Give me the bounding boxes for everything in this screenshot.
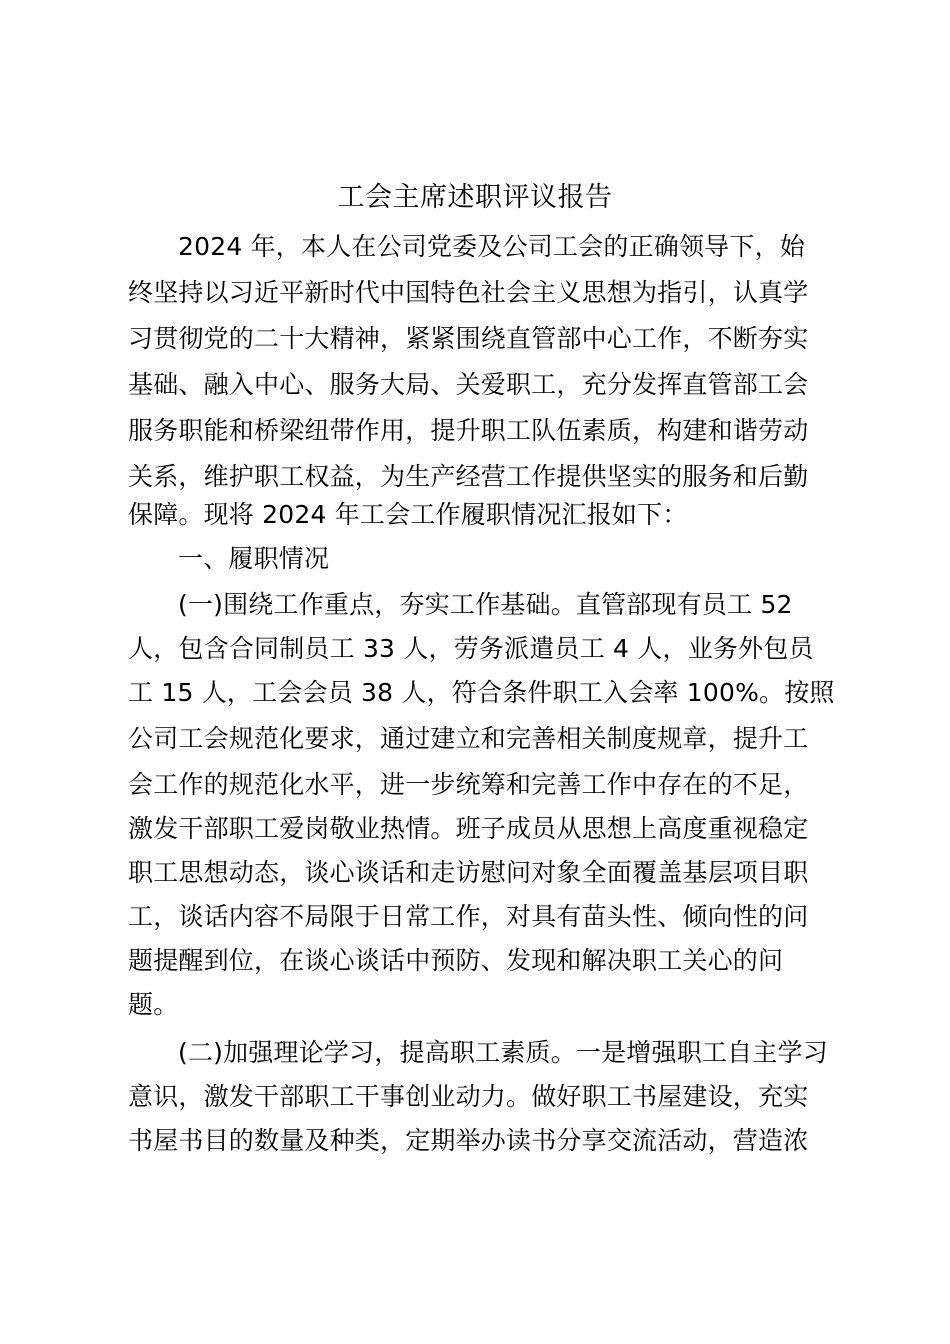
- paragraph-line: 终坚持以习近平新时代中国特色社会主义思想为指引，认真学: [128, 278, 809, 307]
- paragraph-line: 2024 年，本人在公司党委及公司工会的正确领导下，始: [178, 232, 805, 261]
- paragraph-line: 工 15 人，工会会员 38 人，符合条件职工入会率 100%。按照: [128, 678, 835, 707]
- paragraph-line: 题。: [128, 990, 179, 1019]
- paragraph-line: 题提醒到位，在谈心谈话中预防、发现和解决职工关心的问: [128, 946, 784, 975]
- paragraph-line: (一)围绕工作重点，夯实工作基础。直管部现有员工 52: [178, 590, 793, 619]
- paragraph-line: 会工作的规范化水平，进一步统筹和完善工作中存在的不足，: [128, 770, 809, 799]
- document-title: 工会主席述职评议报告: [337, 182, 613, 213]
- paragraph-line: 保障。现将 2024 年工会工作履职情况汇报如下：: [128, 500, 688, 529]
- paragraph-line: 工，谈话内容不局限于日常工作，对具有苗头性、倾向性的问: [128, 902, 809, 931]
- paragraph-line: 职工思想动态，谈心谈话和走访慰问对象全面覆盖基层项目职: [128, 858, 809, 887]
- paragraph-line: 公司工会规范化要求，通过建立和完善相关制度规章，提升工: [128, 724, 809, 753]
- paragraph-line: 书屋书目的数量及种类，定期举办读书分享交流活动，营造浓: [128, 1126, 809, 1155]
- paragraph-line: 激发干部职工爱岗敬业热情。班子成员从思想上高度重视稳定: [128, 814, 809, 843]
- paragraph-line: 人，包含合同制员工 33 人，劳务派遣员工 4 人，业务外包员: [128, 634, 814, 663]
- paragraph-line: 意识，激发干部职工干事创业动力。做好职工书屋建设，充实: [128, 1082, 809, 1111]
- section-heading: 一、履职情况: [178, 544, 330, 573]
- paragraph-line: (二)加强理论学习，提高职工素质。一是增强职工自主学习: [178, 1038, 828, 1067]
- paragraph-line: 服务职能和桥梁纽带作用，提升职工队伍素质，构建和谐劳动: [128, 416, 809, 445]
- paragraph-line: 关系，维护职工权益，为生产经营工作提供坚实的服务和后勤: [128, 462, 809, 491]
- paragraph-line: 基础、融入中心、服务大局、关爱职工，充分发挥直管部工会: [128, 370, 809, 399]
- paragraph-line: 习贯彻党的二十大精神，紧紧围绕直管部中心工作，不断夯实: [128, 324, 809, 353]
